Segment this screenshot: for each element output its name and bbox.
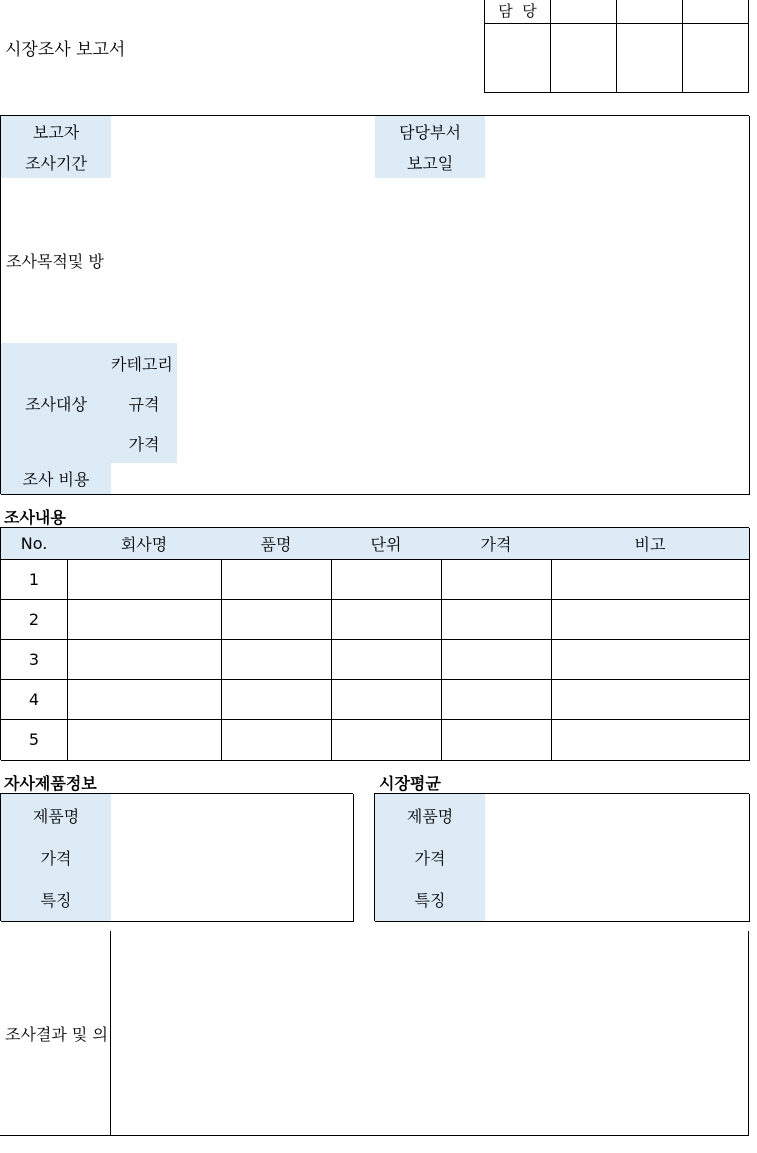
column-header: 단위 [331, 528, 442, 560]
row-number: 2 [1, 599, 68, 640]
table-cell[interactable] [551, 719, 750, 761]
market-price-label: 가격 [375, 836, 486, 879]
own-product-price-label: 가격 [1, 836, 112, 879]
table-cell[interactable] [331, 719, 442, 761]
info-table [0, 115, 749, 494]
approval-box [484, 0, 749, 93]
result-field[interactable] [110, 931, 749, 1136]
table-cell[interactable] [441, 679, 552, 720]
own-product-name-label: 제품명 [1, 794, 112, 837]
column-header: No. [1, 528, 68, 560]
table-cell[interactable] [551, 559, 750, 600]
market-price-field[interactable] [485, 836, 750, 879]
table-cell[interactable] [67, 679, 222, 720]
dept-label: 담당부서 [375, 116, 486, 148]
price-label: 가격 [111, 423, 178, 464]
spec-label: 규격 [111, 383, 178, 424]
result-label: 조사결과 및 의 [0, 931, 111, 1136]
table-cell[interactable] [221, 639, 332, 680]
row-number: 4 [1, 679, 68, 720]
table-cell[interactable] [551, 639, 750, 680]
table-cell[interactable] [221, 559, 332, 600]
dept-field[interactable] [485, 116, 750, 148]
table-cell[interactable] [331, 639, 442, 680]
table-cell[interactable] [221, 679, 332, 720]
cost-label: 조사 비용 [1, 463, 112, 495]
table-cell[interactable] [221, 599, 332, 640]
table-cell[interactable] [67, 639, 222, 680]
purpose-field[interactable] [111, 178, 750, 344]
table-cell[interactable] [67, 599, 222, 640]
table-cell[interactable] [441, 639, 552, 680]
table-cell[interactable] [331, 559, 442, 600]
table-cell[interactable] [441, 719, 552, 761]
approval-sign-cell[interactable] [616, 23, 683, 93]
survey-table [0, 527, 749, 760]
price-field[interactable] [177, 423, 750, 464]
table-cell[interactable] [551, 679, 750, 720]
target-label: 조사대상 [1, 343, 112, 464]
row-number: 1 [1, 559, 68, 600]
table-cell[interactable] [221, 719, 332, 761]
approval-label: 담 당 [484, 0, 551, 24]
reporter-field[interactable] [111, 116, 376, 148]
category-field[interactable] [177, 343, 750, 384]
report-date-field[interactable] [485, 147, 750, 179]
row-number: 5 [1, 719, 68, 761]
approval-header-cell [682, 0, 749, 24]
period-label: 조사기간 [1, 147, 112, 179]
market-feature-field[interactable] [485, 878, 750, 922]
spec-field[interactable] [177, 383, 750, 424]
table-cell[interactable] [551, 599, 750, 640]
result-section [0, 931, 749, 1136]
approval-sign-cell[interactable] [550, 23, 617, 93]
page-title: 시장조사 보고서 [5, 40, 126, 60]
period-field[interactable] [111, 147, 376, 179]
table-cell[interactable] [331, 679, 442, 720]
own-product-feature-label: 특징 [1, 878, 112, 922]
approval-sign-cell[interactable] [484, 23, 551, 93]
own-product-heading: 자사제품정보 [4, 774, 97, 793]
survey-heading: 조사내용 [4, 508, 66, 527]
table-cell[interactable] [331, 599, 442, 640]
column-header: 품명 [221, 528, 332, 560]
market-avg-table [374, 793, 749, 921]
column-header: 가격 [441, 528, 552, 560]
own-product-feature-field[interactable] [111, 878, 354, 922]
category-label: 카테고리 [111, 343, 178, 384]
market-avg-heading: 시장평균 [379, 774, 441, 793]
approval-sign-cell[interactable] [682, 23, 749, 93]
own-product-name-field[interactable] [111, 794, 354, 837]
market-name-label: 제품명 [375, 794, 486, 837]
table-cell[interactable] [441, 599, 552, 640]
market-name-field[interactable] [485, 794, 750, 837]
own-product-table [0, 793, 353, 921]
own-product-price-field[interactable] [111, 836, 354, 879]
table-cell[interactable] [441, 559, 552, 600]
cost-field[interactable] [111, 463, 750, 495]
purpose-label: 조사목적및 방 [1, 178, 112, 344]
table-cell[interactable] [67, 719, 222, 761]
column-header: 비고 [551, 528, 750, 560]
table-cell[interactable] [67, 559, 222, 600]
reporter-label: 보고자 [1, 116, 112, 148]
report-date-label: 보고일 [375, 147, 486, 179]
market-feature-label: 특징 [375, 878, 486, 922]
column-header: 회사명 [67, 528, 222, 560]
approval-header-cell [616, 0, 683, 24]
approval-header-cell [550, 0, 617, 24]
row-number: 3 [1, 639, 68, 680]
